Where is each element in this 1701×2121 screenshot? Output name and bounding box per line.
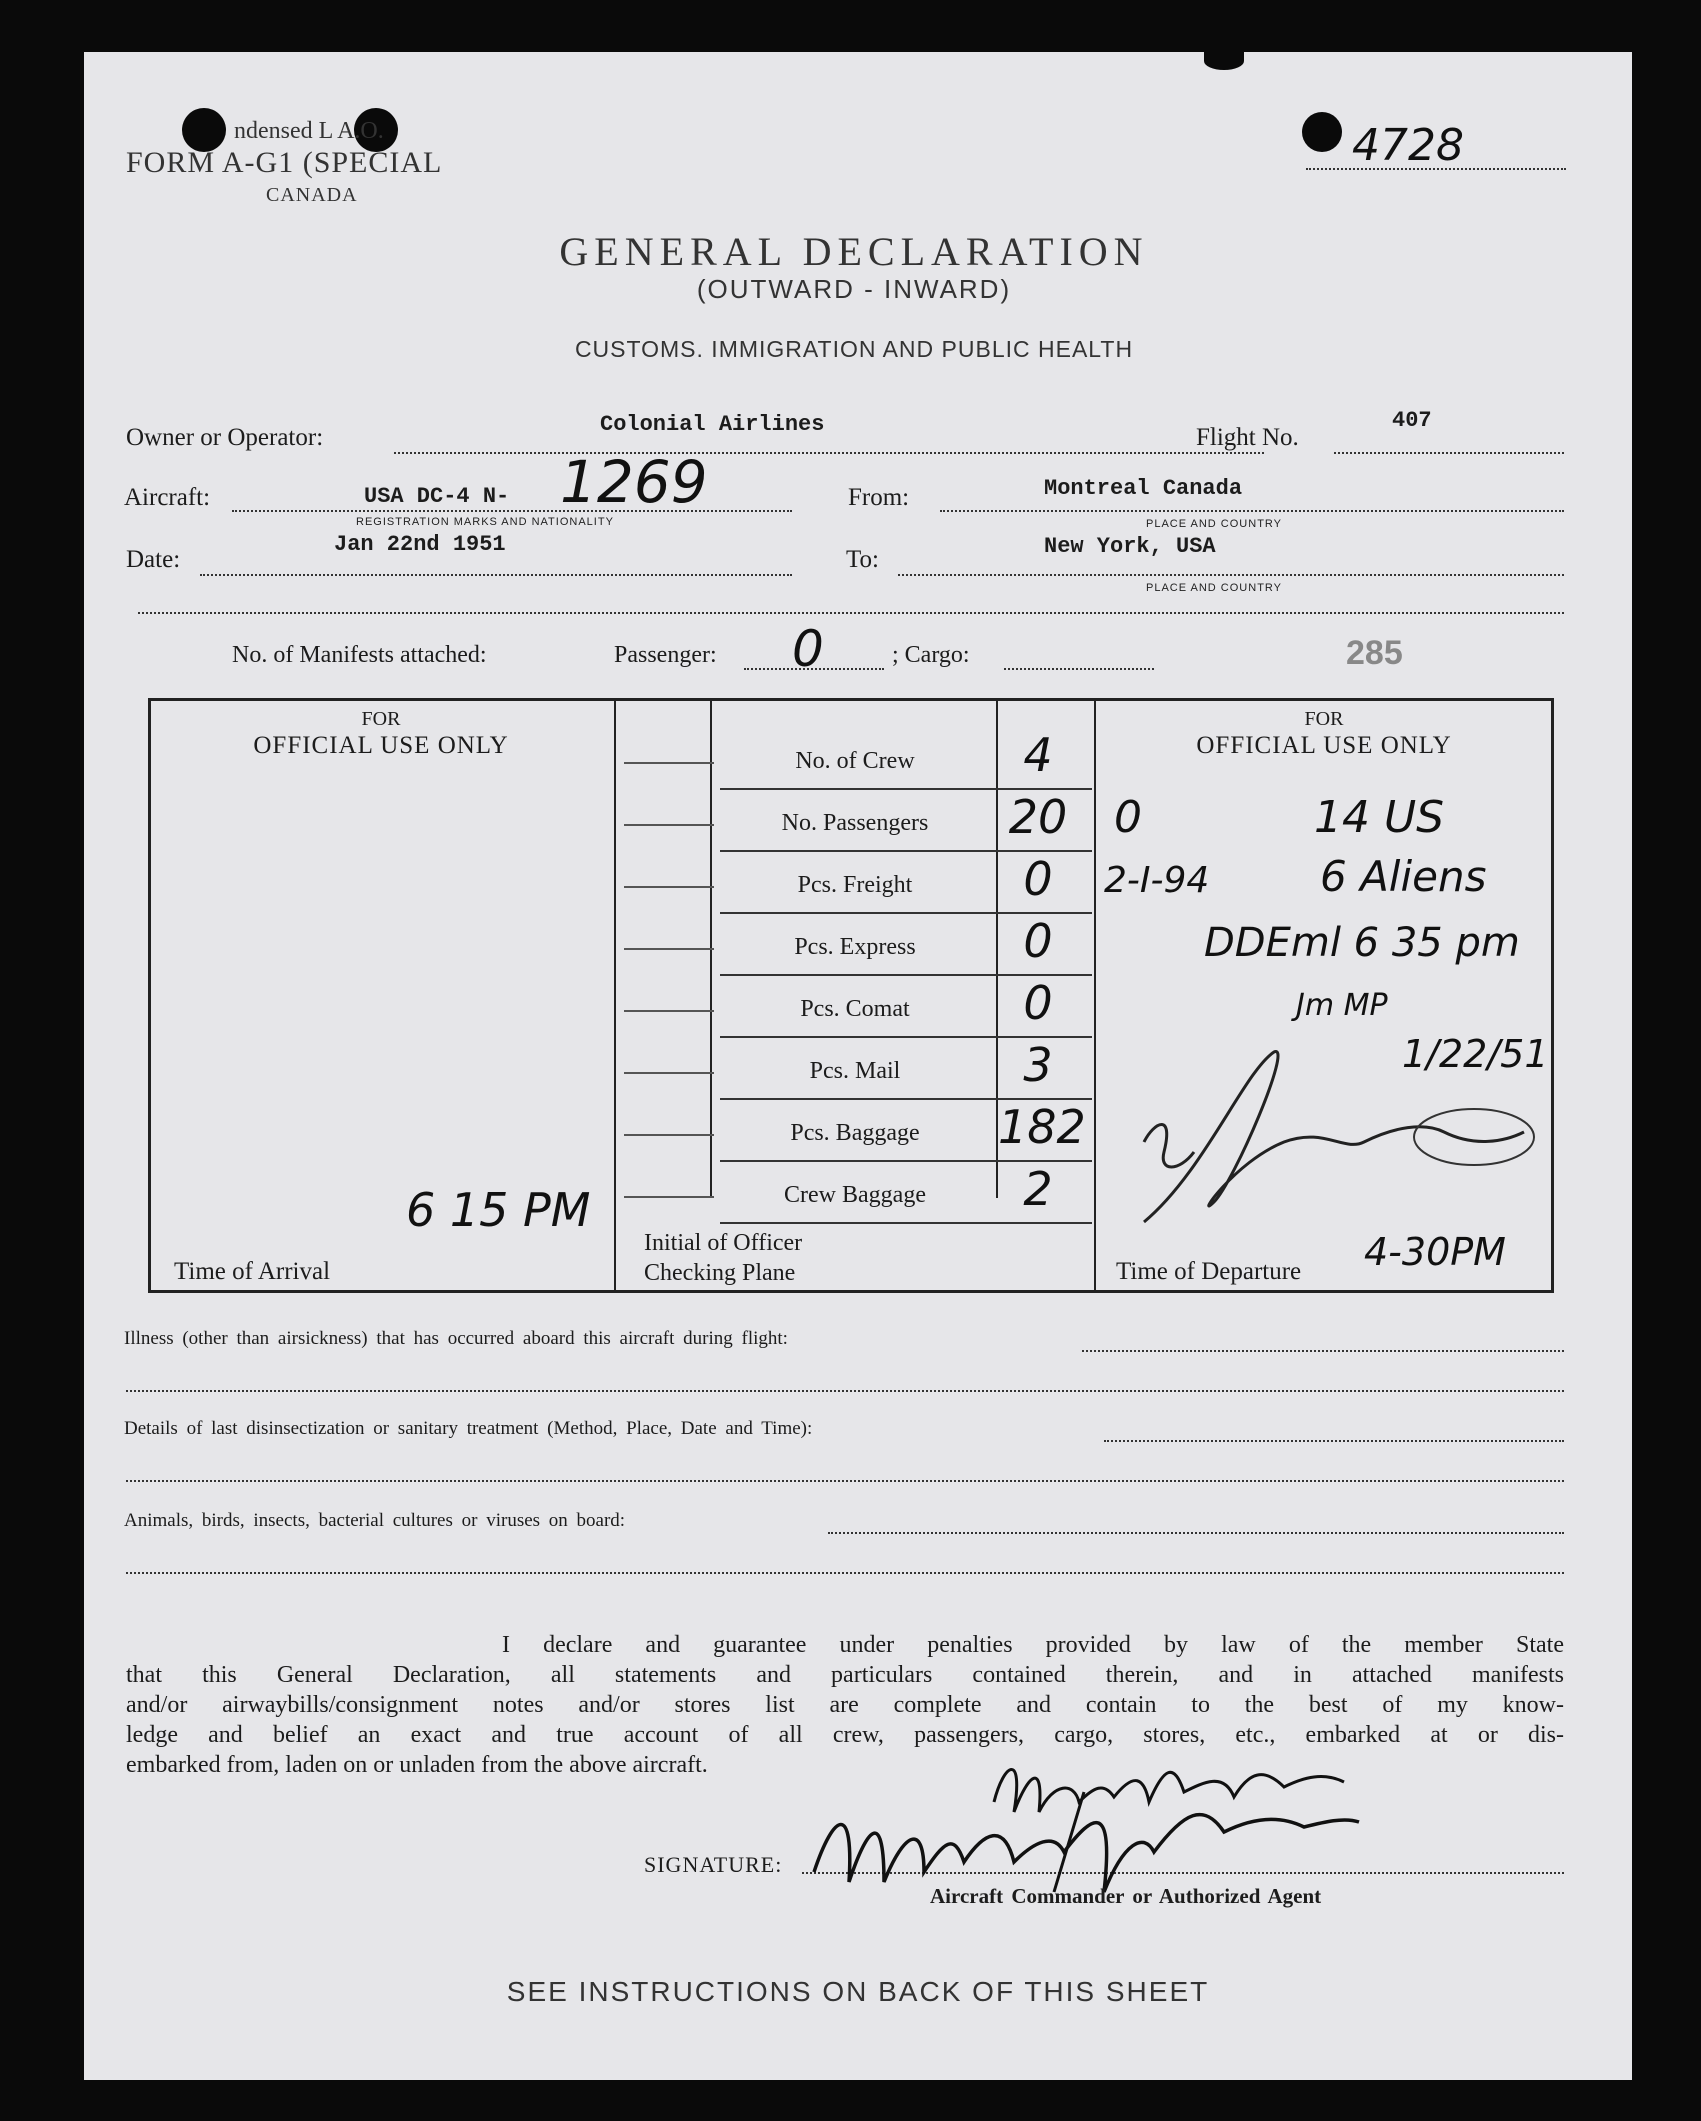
official-left-heading: OFFICIAL USE ONLY	[253, 732, 509, 759]
ink-blot	[1302, 112, 1342, 152]
from-caption: PLACE AND COUNTRY	[1146, 518, 1282, 530]
count-label: Crew Baggage	[784, 1182, 926, 1208]
flight-value: 407	[1392, 408, 1432, 433]
manifest-passenger-value: 0	[792, 620, 824, 678]
declaration-line-4: ledge and belief an exact and true account of all crew, passengers, cargo, stores, etc., embarked at or dis-	[126, 1722, 1564, 1748]
aircraft-value: USA DC-4 N-	[364, 484, 510, 509]
illness-field-2[interactable]	[126, 1390, 1564, 1392]
row-tick	[624, 1134, 714, 1136]
owner-label: Owner or Operator:	[126, 424, 324, 451]
serial-line	[1306, 168, 1566, 170]
manifest-cargo-field[interactable]	[1004, 668, 1154, 670]
count-row-line	[720, 1222, 1092, 1224]
aircraft-label: Aircraft:	[124, 484, 211, 511]
count-value: 2	[1023, 1162, 1053, 1216]
aircraft-registration-handwritten: 1269	[560, 448, 708, 516]
from-label: From:	[848, 484, 910, 511]
from-value: Montreal Canada	[1044, 476, 1243, 501]
form-header-line3: CANADA	[266, 184, 358, 206]
count-value: 3	[1023, 1038, 1053, 1092]
table-divider-4	[1094, 698, 1096, 1293]
signature-label: SIGNATURE:	[644, 1852, 783, 1877]
count-label: Pcs. Comat	[800, 996, 910, 1022]
flight-field[interactable]	[1334, 452, 1564, 454]
flight-label: Flight No.	[1196, 424, 1299, 451]
date-field[interactable]	[200, 574, 792, 576]
row-tick	[624, 1010, 714, 1012]
count-value: 4	[1023, 728, 1053, 782]
illness-field[interactable]	[1082, 1350, 1564, 1352]
declaration-line-3: and/or airwaybills/consignment notes and/or stores list are complete and contain to the best of my know-	[126, 1692, 1564, 1718]
form-title: GENERAL DECLARATION	[559, 229, 1149, 274]
count-label: Pcs. Express	[794, 934, 916, 960]
official-note-2: 2-I-94	[1104, 860, 1210, 901]
separator-line	[138, 612, 1564, 614]
official-note-1: 14 US	[1314, 792, 1445, 843]
official-note-5: Jm MP	[1296, 988, 1388, 1023]
official-note-0: 0	[1114, 792, 1142, 843]
to-field[interactable]	[898, 574, 1564, 576]
footer-instructions: SEE INSTRUCTIONS ON BACK OF THIS SHEET	[506, 1976, 1210, 2007]
arrival-value: 6 15 PM	[406, 1183, 591, 1237]
officer-initial-label: Initial of Officer	[644, 1230, 803, 1256]
count-label: No. of Crew	[795, 748, 915, 774]
count-value: 20	[1008, 790, 1068, 844]
count-label: Pcs. Mail	[809, 1058, 901, 1084]
declaration-line-2: that this General Declaration, all statements and particulars contained therein, and in attached manifests	[126, 1662, 1564, 1688]
row-tick	[624, 762, 714, 764]
declaration-line-5: embarked from, laden on or unladen from the above aircraft.	[126, 1752, 708, 1778]
officer-check-label: Checking Plane	[644, 1260, 796, 1286]
table-border-top	[148, 698, 1554, 701]
date-value: Jan 22nd 1951	[334, 532, 506, 557]
form-sheet	[84, 52, 1632, 2080]
form-subtitle: (OUTWARD - INWARD)	[696, 274, 1012, 304]
departure-value: 4-30PM	[1364, 1230, 1506, 1274]
table-border-left	[148, 698, 151, 1293]
count-value: 0	[1023, 976, 1053, 1030]
official-note-3: 6 Aliens	[1320, 852, 1487, 901]
form-header-line2: FORM A-G1 (SPECIAL	[126, 146, 443, 179]
official-right-heading: OFFICIAL USE ONLY	[1196, 732, 1452, 759]
animals-field-2[interactable]	[126, 1572, 1564, 1574]
illness-label: Illness (other than airsickness) that has occurred aboard this aircraft during flight:	[124, 1328, 788, 1349]
registration-caption: REGISTRATION MARKS AND NATIONALITY	[356, 516, 614, 528]
stamp-number: 285	[1346, 634, 1403, 672]
disinsect-field[interactable]	[1104, 1440, 1564, 1442]
form-department: CUSTOMS. IMMIGRATION AND PUBLIC HEALTH	[574, 336, 1134, 362]
manifests-label: No. of Manifests attached:	[232, 642, 487, 668]
official-initials-scribble	[1124, 1032, 1554, 1232]
official-right-for: FOR	[1304, 708, 1344, 730]
owner-field[interactable]	[394, 452, 1264, 454]
ink-blot	[1204, 52, 1244, 70]
serial-number: 4728	[1352, 120, 1464, 171]
official-note-6: 1/22/51	[1402, 1032, 1549, 1076]
table-divider-1	[614, 698, 616, 1293]
official-left-for: FOR	[361, 708, 401, 730]
manifest-passenger-label: Passenger:	[614, 642, 717, 668]
official-note-4: DDEml 6 35 pm	[1204, 920, 1520, 966]
row-tick	[624, 886, 714, 888]
form-header-line1: ndensed L A.O.	[234, 118, 384, 144]
row-tick	[624, 1196, 714, 1198]
to-caption: PLACE AND COUNTRY	[1146, 582, 1282, 594]
animals-field[interactable]	[828, 1532, 1564, 1534]
count-value: 0	[1023, 914, 1053, 968]
count-label: Pcs. Freight	[797, 872, 913, 898]
count-value: 0	[1023, 852, 1053, 906]
disinsect-label: Details of last disinsectization or sanitary treatment (Method, Place, Date and Time):	[124, 1418, 813, 1439]
date-label: Date:	[126, 546, 181, 573]
disinsect-field-2[interactable]	[126, 1480, 1564, 1482]
to-value: New York, USA	[1044, 534, 1216, 559]
owner-value: Colonial Airlines	[600, 412, 825, 437]
declaration-line-1: I declare and guarantee under penalties provided by law of the member State	[502, 1632, 1564, 1658]
count-value: 182	[998, 1100, 1086, 1154]
from-field[interactable]	[940, 510, 1564, 512]
signature-handwritten	[804, 1772, 1364, 1902]
row-tick	[624, 824, 714, 826]
row-tick	[624, 1072, 714, 1074]
count-label: No. Passengers	[781, 810, 929, 836]
table-border-bottom	[148, 1290, 1554, 1293]
count-label: Pcs. Baggage	[790, 1120, 920, 1146]
manifest-cargo-label: ; Cargo:	[892, 642, 970, 668]
to-label: To:	[846, 546, 879, 573]
row-tick	[624, 948, 714, 950]
departure-label: Time of Departure	[1116, 1258, 1302, 1285]
arrival-label: Time of Arrival	[174, 1258, 331, 1285]
aircraft-field[interactable]	[232, 510, 792, 512]
signature-caption: Aircraft Commander or Authorized Agent	[930, 1884, 1322, 1908]
animals-label: Animals, birds, insects, bacterial cultures or viruses on board:	[124, 1510, 626, 1531]
